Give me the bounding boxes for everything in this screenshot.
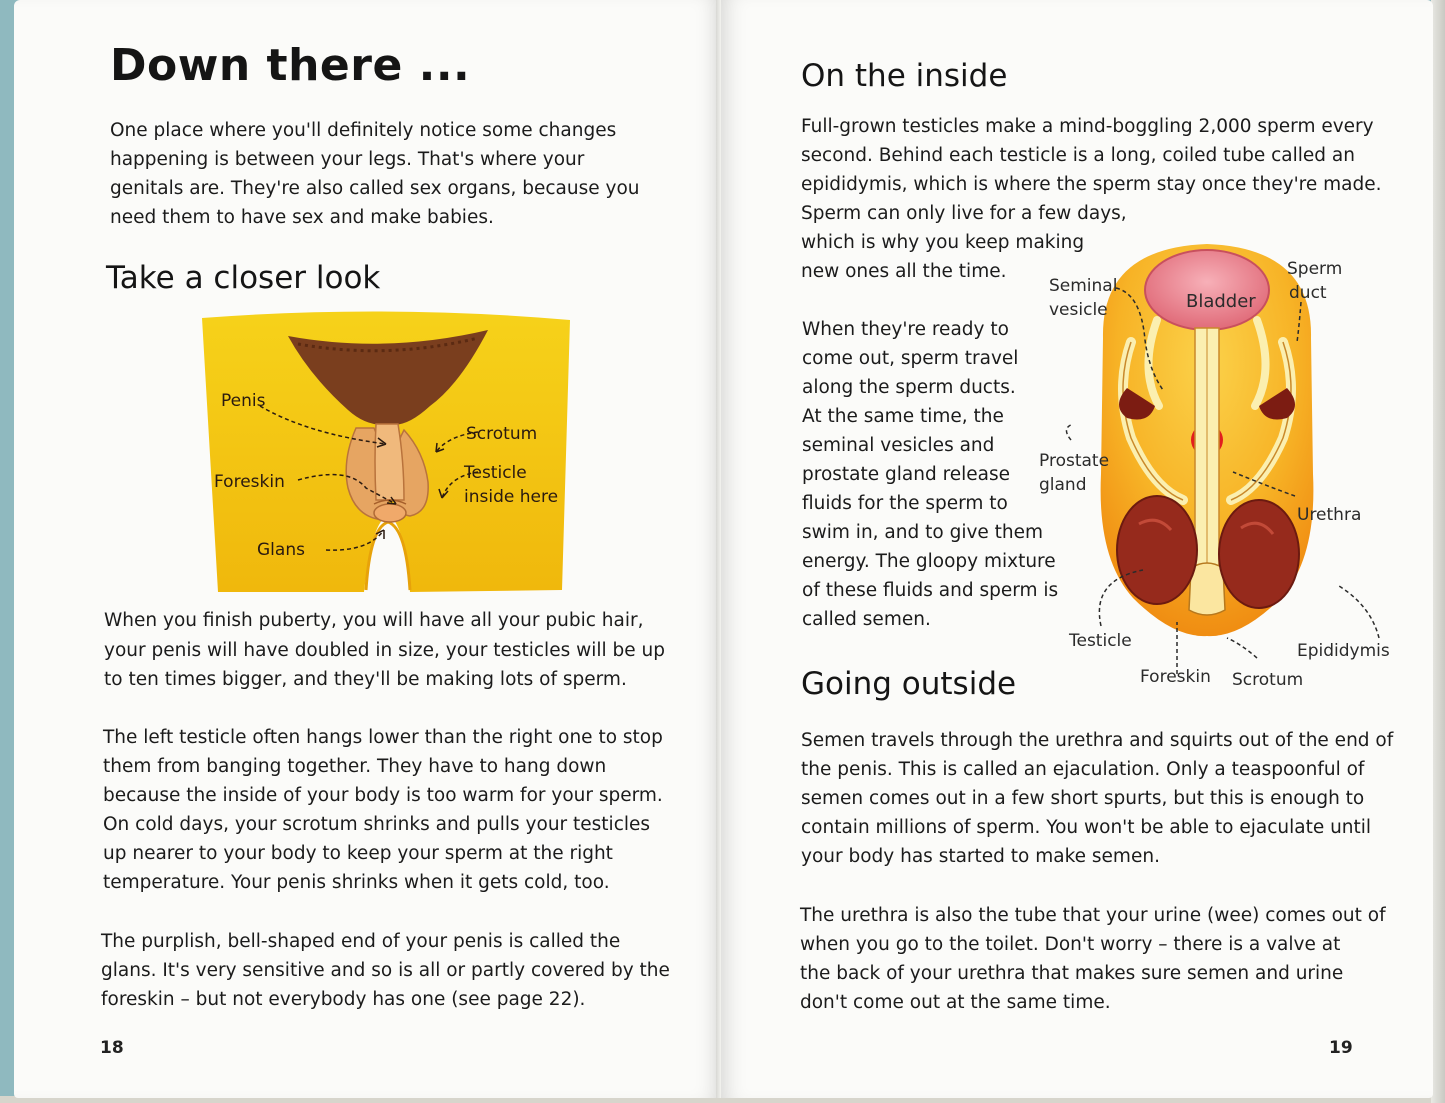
text-line: fluids for the sperm to [802,493,1008,514]
text-line: your body has started to make semen. [801,846,1160,867]
label-foreskin: Foreskin [1140,667,1211,687]
page-number: 18 [100,1038,124,1058]
text-line: when you go to the toilet. Don't worry – there is a valve at [800,934,1341,955]
text-line: epididymis, which is where the sperm stay once they're made. [801,174,1382,195]
page-number: 19 [1329,1038,1353,1058]
text-line: new ones all the time. [801,261,1007,282]
text-line: along the sperm ducts. [802,377,1016,398]
text-line: One place where you'll definitely notice some changes [110,120,617,141]
text-line: The purplish, bell-shaped end of your penis is called the [101,931,621,952]
label-scrotum: Scrotum [1232,670,1304,690]
text-line: the penis. This is called an ejaculation. Only a teaspoonful of [801,759,1365,780]
text-line: swim in, and to give them [802,522,1044,543]
text-line: second. Behind each testicle is a long, coiled tube called an [801,145,1355,166]
label-foreskin: Foreskin [214,472,285,492]
text-line: happening is between your legs. That's where your [110,149,585,170]
page-title: Down there ... [110,40,471,91]
text-line: up nearer to your body to keep your sperm at the right [103,843,613,864]
text-line: temperature. Your penis shrinks when it gets cold, too. [103,872,610,893]
text-line: The left testicle often hangs lower than the right one to stop [103,727,663,748]
text-line: called semen. [802,609,931,630]
text-line: don't come out at the same time. [800,992,1111,1013]
text-line: of these fluids and sperm is [802,580,1059,601]
text-line: seminal vesicles and [802,435,995,456]
label-epididymis: Epididymis [1297,641,1390,661]
text-line: the back of your urethra that makes sure semen and urine [800,963,1344,984]
text-line: because the inside of your body is too warm for your sperm. [103,785,663,806]
glans [374,504,406,522]
text-line: them from banging together. They have to hang down [103,756,607,777]
penis-shaft [375,424,404,500]
label-urethra: Urethra [1297,505,1362,525]
label-sperm-duct-2: duct [1289,283,1327,303]
text-line: Full-grown testicles make a mind-boggling 2,000 sperm every [801,116,1374,137]
label-prostate-1: Prostate [1039,451,1110,471]
text-line: to ten times bigger, and they'll be making lots of sperm. [104,669,627,690]
text-line: On cold days, your scrotum shrinks and pulls your testicles [103,814,651,835]
text-line: Sperm can only live for a few days, [801,203,1127,224]
text-line: foreskin – but not everybody has one (see page 22). [101,989,586,1010]
label-seminal-2: vesicle [1049,300,1108,320]
text-line: glans. It's very sensitive and so is all or partly covered by the [101,960,670,981]
section-heading: Take a closer look [106,260,381,296]
label-glans: Glans [257,540,305,560]
right-page [721,0,1433,1098]
text-line: At the same time, the [802,406,1004,427]
label-bladder: Bladder [1186,291,1256,312]
section-heading-inside: On the inside [801,58,1008,94]
text-line: energy. The gloopy mixture [802,551,1056,572]
text-line: contain millions of sperm. You won't be able to ejaculate until [801,817,1372,838]
text-line: The urethra is also the tube that your urine (wee) comes out of [800,905,1386,926]
label-sperm-duct-1: Sperm [1287,259,1343,279]
label-penis: Penis [221,391,266,411]
section-heading-outside: Going outside [801,666,1017,702]
label-testicle: Testicle [1069,631,1132,651]
text-line: Semen travels through the urethra and squirts out of the end of [801,730,1394,751]
text-line: prostate gland release [802,464,1011,485]
label-testicle-2: inside here [464,487,559,507]
label-scrotum: Scrotum [466,424,538,444]
left-page [14,0,721,1098]
text-line: which is why you keep making [801,232,1085,253]
text-line: need them to have sex and make babies. [110,207,494,228]
text-line: When they're ready to [802,319,1009,340]
label-seminal-1: Seminal [1049,276,1118,296]
book-right-edge [1431,0,1445,1103]
text-line: come out, sperm travel [802,348,1019,369]
label-testicle-1: Testicle [464,463,527,483]
text-line: When you finish puberty, you will have all your pubic hair, [104,610,644,631]
text-line: semen comes out in a few short spurts, but this is enough to [801,788,1365,809]
text-line: your penis will have doubled in size, your testicles will be up [104,640,666,661]
text-line: genitals are. They're also called sex organs, because you [110,178,640,199]
external-anatomy-illustration [198,310,574,600]
label-prostate-2: gland [1039,475,1087,495]
